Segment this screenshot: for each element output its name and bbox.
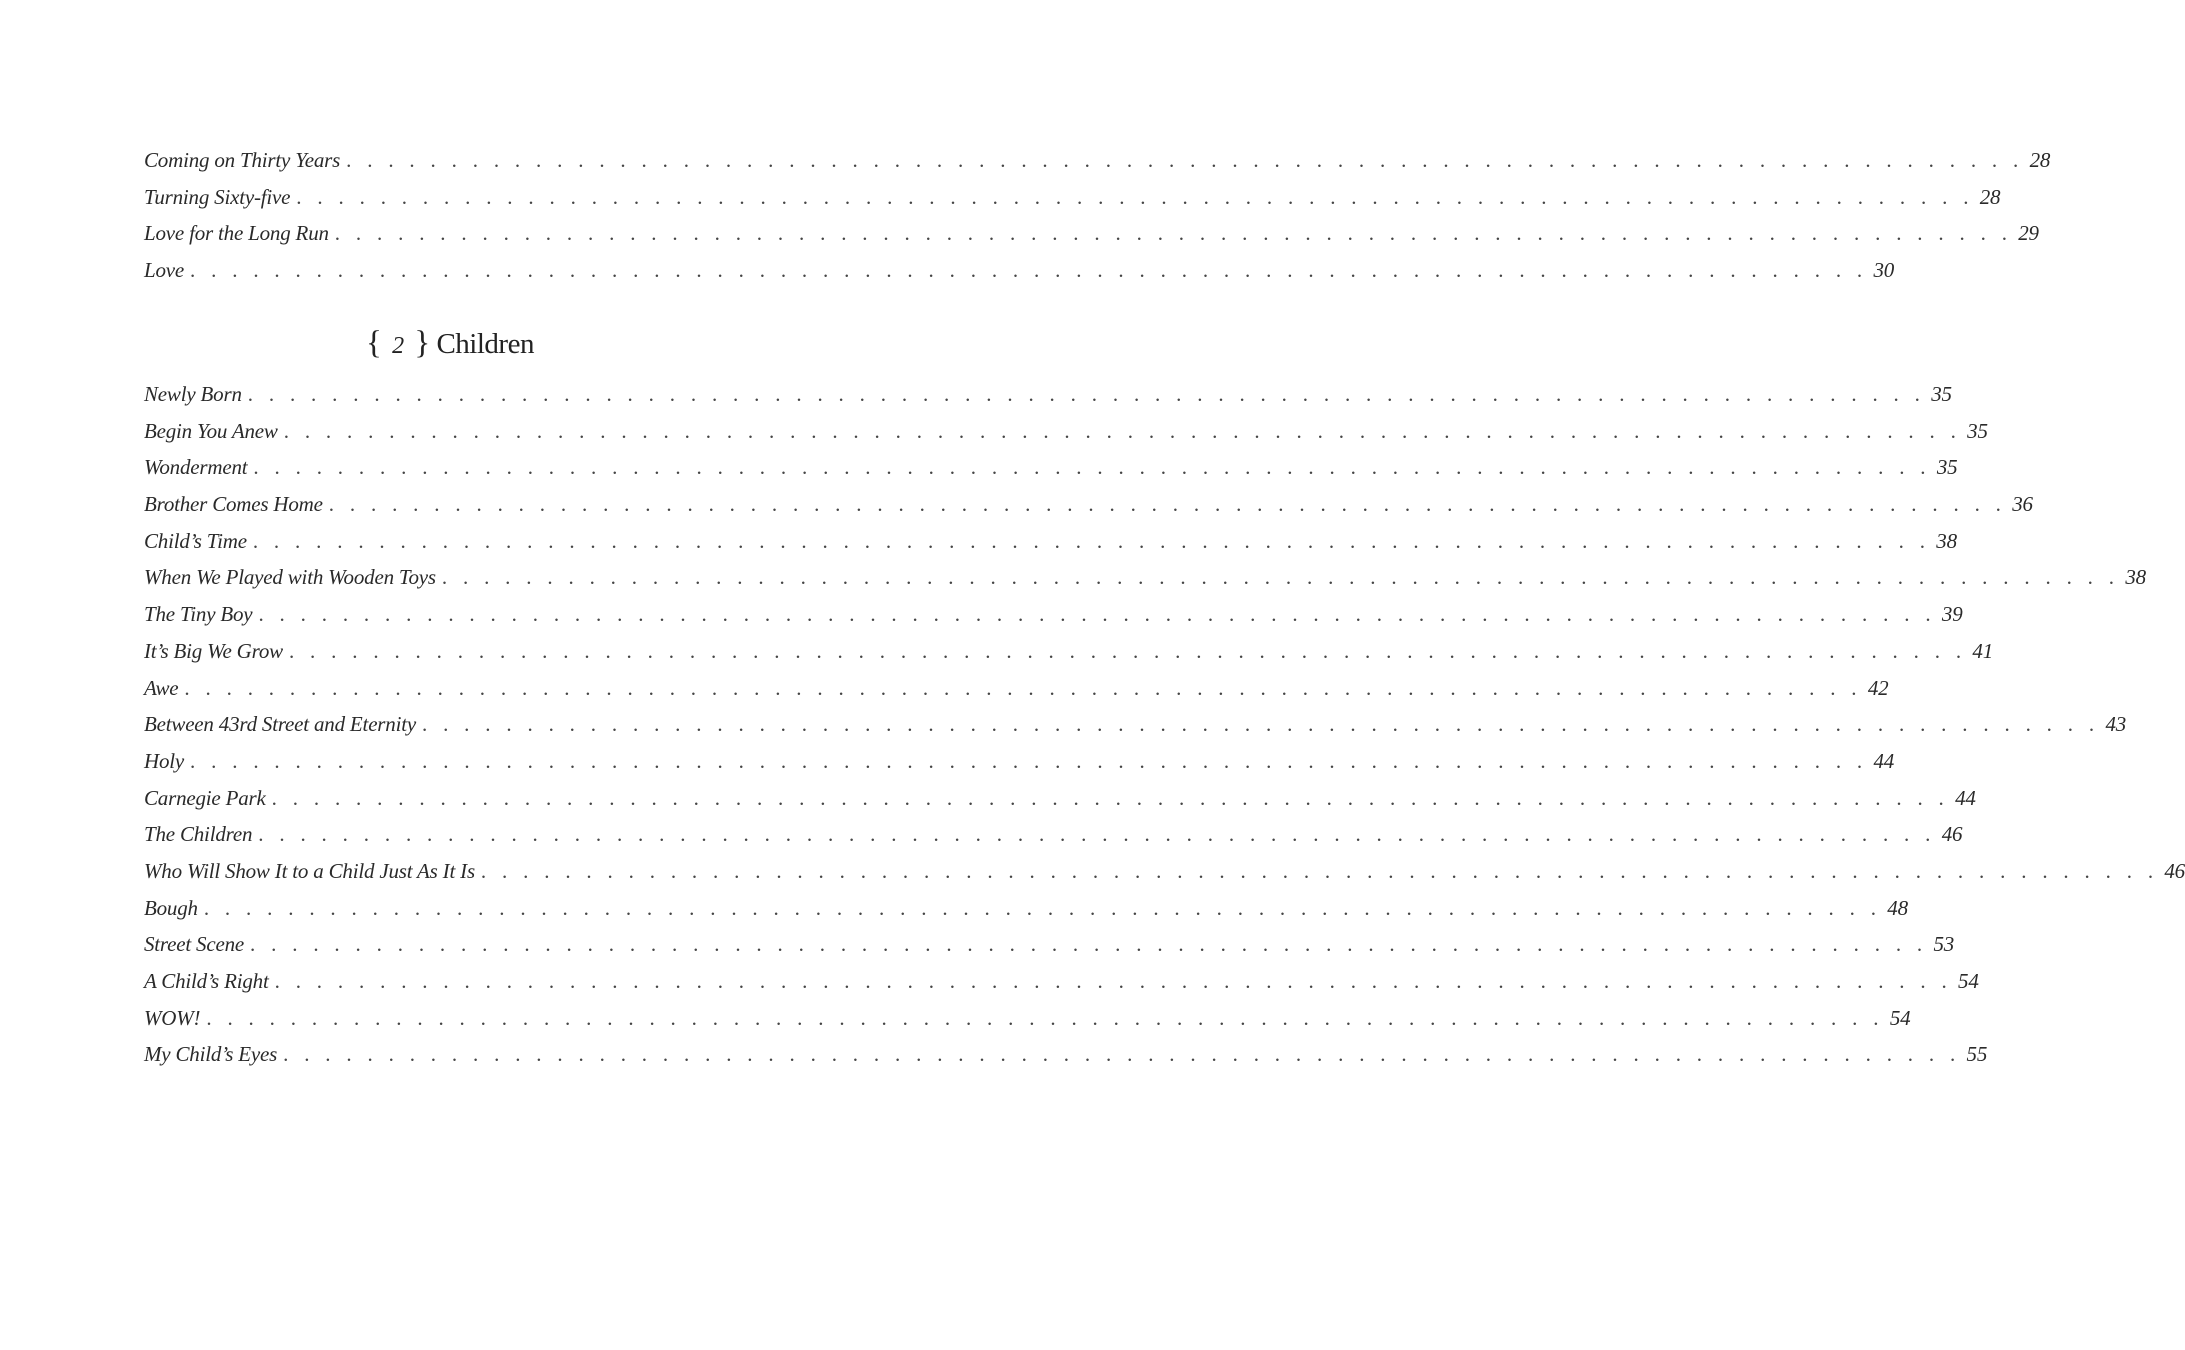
toc-entry-title: Bough <box>144 895 198 920</box>
toc-entry-page: 36 <box>2012 492 2033 517</box>
toc-entry-title: The Tiny Boy <box>144 602 253 627</box>
section-open-brace: { <box>366 325 382 361</box>
dot-leader: . . . . . . . . . . . . . . . . . . . . . . . . . . . . . . . . . . . . . . . . . . . . . . . . . . . . . . . . . . . . . . . . . . . . . . . . . . . . . . . . <box>441 565 2120 590</box>
toc-entry-page: 44 <box>1955 785 1976 810</box>
toc-entry[interactable] <box>144 413 1988 450</box>
toc-entry[interactable] <box>144 179 2001 216</box>
dot-leader: . . . . . . . . . . . . . . . . . . . . . . . . . . . . . . . . . . . . . . . . . . . . . . . . . . . . . . . . . . . . . . . . . . . . . . . . . . . . . . . . <box>346 148 2024 172</box>
toc-entry-page: 29 <box>2018 221 2039 246</box>
toc-entry-title: WOW! <box>144 1005 201 1030</box>
toc-list-top <box>144 142 2051 289</box>
toc-entry-page: 35 <box>1967 418 1988 443</box>
toc-entry[interactable] <box>144 596 1963 633</box>
dot-leader: . . . . . . . . . . . . . . . . . . . . . . . . . . . . . . . . . . . . . . . . . . . . . . . . . . . . . . . . . . . . . . . . . . . . . . . . . . . . . . . . <box>296 184 1974 209</box>
toc-entry[interactable] <box>144 633 1994 670</box>
toc-entry[interactable] <box>144 670 1889 707</box>
dot-leader: . . . . . . . . . . . . . . . . . . . . . . . . . . . . . . . . . . . . . . . . . . . . . . . . . . . . . . . . . . . . . . . . . . . . . . . . . . . . . . . . <box>480 858 2159 883</box>
toc-entry[interactable] <box>144 853 2185 890</box>
toc-entry-title: My Child’s Eyes <box>144 1042 278 1067</box>
toc-entry-page: 42 <box>1867 675 1889 700</box>
toc-entry[interactable] <box>144 963 1979 1000</box>
toc-entry-title: Begin You Anew <box>144 418 278 443</box>
toc-entry-title: Who Will Show It to a Child Just As It Is <box>144 858 475 883</box>
toc-entry-title: Between 43rd Street and Eternity <box>144 712 416 737</box>
toc-entry-title: Street Scene <box>144 932 245 957</box>
toc-entry-page: 38 <box>2125 565 2146 590</box>
toc-entry[interactable] <box>144 449 1958 486</box>
toc-entry-title: Holy <box>144 748 185 773</box>
toc-entry-page: 43 <box>2105 712 2127 737</box>
dot-leader: . . . . . . . . . . . . . . . . . . . . . . . . . . . . . . . . . . . . . . . . . . . . . . . . . . . . . . . . . . . . . . . . . . . . . . . . . . . . . . . . <box>190 748 1868 773</box>
toc-entry[interactable] <box>144 215 2039 252</box>
toc-entry[interactable] <box>144 1036 1988 1073</box>
toc-entry[interactable] <box>144 142 2051 179</box>
dot-leader: . . . . . . . . . . . . . . . . . . . . . . . . . . . . . . . . . . . . . . . . . . . . . . . . . . . . . . . . . . . . . . . . . . . . . . . . . . . . . . . . <box>203 895 1882 920</box>
toc-entry-page: 46 <box>1941 822 1963 847</box>
dot-leader: . . . . . . . . . . . . . . . . . . . . . . . . . . . . . . . . . . . . . . . . . . . . . . . . . . . . . . . . . . . . . . . . . . . . . . . . . . . . . . . . <box>271 785 1950 810</box>
toc-entry-page: 55 <box>1966 1042 1988 1067</box>
toc-entry-title: It’s Big We Grow <box>144 638 283 663</box>
section-close-brace: } <box>414 325 430 361</box>
dot-leader: . . . . . . . . . . . . . . . . . . . . . . . . . . . . . . . . . . . . . . . . . . . . . . . . . . . . . . . . . . . . . . . . . . . . . . . . . . . . . . . . <box>421 712 2100 737</box>
toc-entry[interactable] <box>144 743 1895 780</box>
toc-entry[interactable] <box>144 890 1908 927</box>
toc-entry-page: 38 <box>1936 528 1957 553</box>
toc-entry-page: 54 <box>1958 969 1979 993</box>
toc-entry-title: The Children <box>144 822 253 847</box>
toc-entry-title: Brother Comes Home <box>144 492 323 517</box>
toc-entry-page: 46 <box>2164 858 2185 883</box>
dot-leader: . . . . . . . . . . . . . . . . . . . . . . . . . . . . . . . . . . . . . . . . . . . . . . . . . . . . . . . . . . . . . . . . . . . . . . . . . . . . . . . . <box>288 638 1967 663</box>
toc-entry-title: Child’s Time <box>144 528 247 553</box>
toc-entry-title: A Child’s Right <box>144 969 269 993</box>
dot-leader: . . . . . . . . . . . . . . . . . . . . . . . . . . . . . . . . . . . . . . . . . . . . . . . . . . . . . . . . . . . . . . . . . . . . . . . . . . . . . . . . <box>206 1005 1884 1030</box>
toc-entry-title: Love for the Long Run <box>144 221 329 246</box>
toc-entry-title: Love <box>144 258 185 283</box>
toc-entry-title: Carnegie Park <box>144 785 266 810</box>
toc-entry-page: 28 <box>1979 184 2001 209</box>
toc-entry[interactable] <box>144 486 2033 523</box>
toc-entry[interactable] <box>144 1000 1911 1037</box>
toc-entry[interactable] <box>144 706 2127 743</box>
toc-entry-title: Turning Sixty-five <box>144 184 291 209</box>
toc-entry-page: 28 <box>2029 148 2051 172</box>
toc-entry-page: 41 <box>1972 638 1994 663</box>
toc-entry-title: Awe <box>144 675 179 700</box>
toc-entry[interactable] <box>144 559 2146 596</box>
toc-entry[interactable] <box>144 926 1955 963</box>
toc-entry[interactable] <box>144 376 1952 413</box>
toc-entry-page: 30 <box>1873 258 1895 283</box>
toc-entry-page: 48 <box>1887 895 1908 920</box>
toc-entry-page: 54 <box>1889 1005 1911 1030</box>
toc-entry-page: 53 <box>1933 932 1955 957</box>
toc-entry[interactable] <box>144 252 1895 289</box>
toc-entry-page: 35 <box>1936 455 1958 480</box>
section-heading <box>0 318 900 371</box>
dot-leader: . . . . . . . . . . . . . . . . . . . . . . . . . . . . . . . . . . . . . . . . . . . . . . . . . . . . . . . . . . . . . . . . . . . . . . . . . . . . . . . . <box>274 969 1953 993</box>
toc-entry-page: 44 <box>1873 748 1895 773</box>
toc-entry-title: Coming on Thirty Years <box>144 148 341 172</box>
dot-leader: . . . . . . . . . . . . . . . . . . . . . . . . . . . . . . . . . . . . . . . . . . . . . . . . . . . . . . . . . . . . . . . . . . . . . . . . . . . . . . . . <box>283 1042 1961 1067</box>
dot-leader: . . . . . . . . . . . . . . . . . . . . . . . . . . . . . . . . . . . . . . . . . . . . . . . . . . . . . . . . . . . . . . . . . . . . . . . . . . . . . . . . <box>252 528 1931 553</box>
toc-entry-title: Newly Born <box>144 382 242 406</box>
toc-entry[interactable] <box>144 780 1976 817</box>
toc-entry-page: 39 <box>1941 602 1963 627</box>
section-number: 2 <box>392 333 404 359</box>
dot-leader: . . . . . . . . . . . . . . . . . . . . . . . . . . . . . . . . . . . . . . . . . . . . . . . . . . . . . . . . . . . . . . . . . . . . . . . . . . . . . . . . <box>247 382 1926 406</box>
toc-entry-page: 35 <box>1931 382 1952 406</box>
toc-entry[interactable] <box>144 523 1957 560</box>
section-title: Children <box>436 328 534 360</box>
dot-leader: . . . . . . . . . . . . . . . . . . . . . . . . . . . . . . . . . . . . . . . . . . . . . . . . . . . . . . . . . . . . . . . . . . . . . . . . . . . . . . . . <box>334 221 2013 246</box>
toc-entry[interactable] <box>144 816 1963 853</box>
toc-entry-title: Wonderment <box>144 455 248 480</box>
dot-leader: . . . . . . . . . . . . . . . . . . . . . . . . . . . . . . . . . . . . . . . . . . . . . . . . . . . . . . . . . . . . . . . . . . . . . . . . . . . . . . . . <box>253 455 1931 480</box>
dot-leader: . . . . . . . . . . . . . . . . . . . . . . . . . . . . . . . . . . . . . . . . . . . . . . . . . . . . . . . . . . . . . . . . . . . . . . . . . . . . . . . . <box>184 675 1862 700</box>
dot-leader: . . . . . . . . . . . . . . . . . . . . . . . . . . . . . . . . . . . . . . . . . . . . . . . . . . . . . . . . . . . . . . . . . . . . . . . . . . . . . . . . <box>328 492 2007 517</box>
dot-leader: . . . . . . . . . . . . . . . . . . . . . . . . . . . . . . . . . . . . . . . . . . . . . . . . . . . . . . . . . . . . . . . . . . . . . . . . . . . . . . . . <box>190 258 1868 283</box>
dot-leader: . . . . . . . . . . . . . . . . . . . . . . . . . . . . . . . . . . . . . . . . . . . . . . . . . . . . . . . . . . . . . . . . . . . . . . . . . . . . . . . . <box>250 932 1928 957</box>
dot-leader: . . . . . . . . . . . . . . . . . . . . . . . . . . . . . . . . . . . . . . . . . . . . . . . . . . . . . . . . . . . . . . . . . . . . . . . . . . . . . . . . <box>283 418 1962 443</box>
dot-leader: . . . . . . . . . . . . . . . . . . . . . . . . . . . . . . . . . . . . . . . . . . . . . . . . . . . . . . . . . . . . . . . . . . . . . . . . . . . . . . . . <box>258 602 1936 627</box>
toc-entry-title: When We Played with Wooden Toys <box>144 565 436 590</box>
toc-list-children <box>144 376 2185 1073</box>
dot-leader: . . . . . . . . . . . . . . . . . . . . . . . . . . . . . . . . . . . . . . . . . . . . . . . . . . . . . . . . . . . . . . . . . . . . . . . . . . . . . . . . <box>258 822 1936 847</box>
